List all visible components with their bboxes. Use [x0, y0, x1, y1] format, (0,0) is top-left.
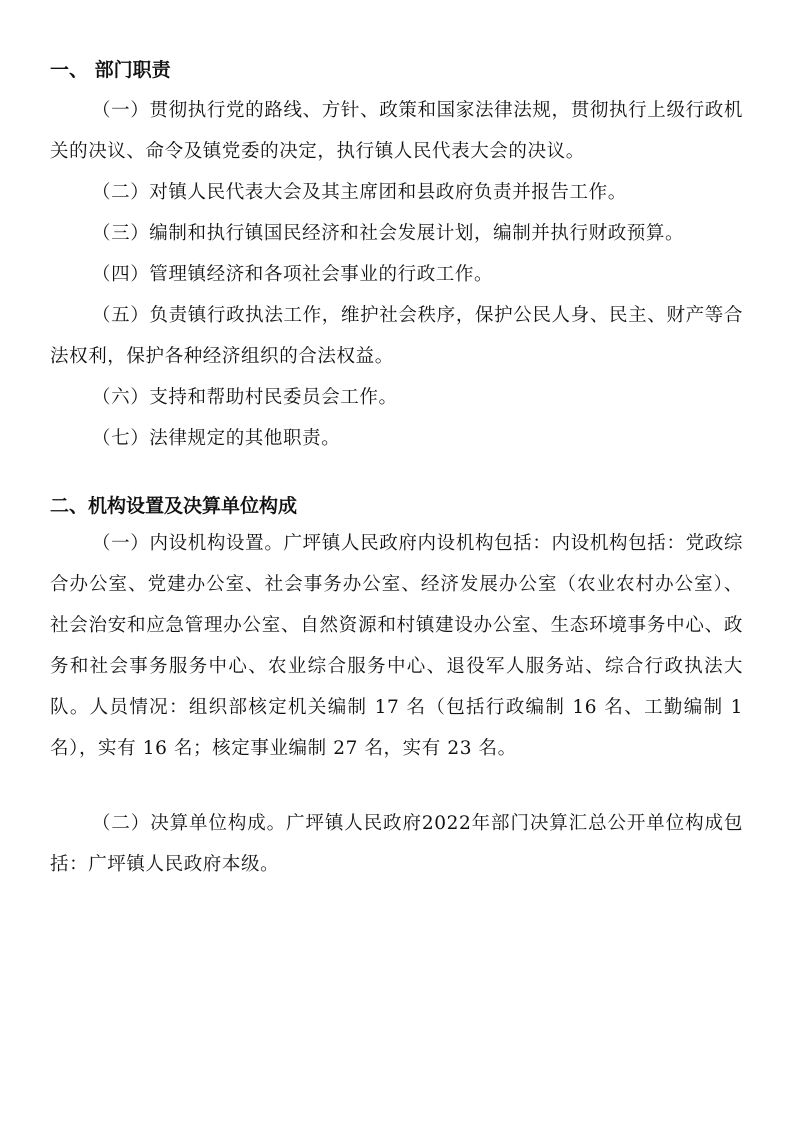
duty-paragraph-2: （二）对镇人民代表大会及其主席团和县政府负责并报告工作。	[92, 182, 627, 203]
duty-paragraph-7: （七）法律规定的其他职责。	[92, 428, 341, 449]
section-heading-organization: 二、机构设置及决算单位构成	[50, 495, 298, 517]
duty-paragraph-1: （一）贯彻执行党的路线、方针、政策和国家法律法规，贯彻执行上级行政机关的决议、命令及镇党委的决定，执行镇人民代表大会的决议。	[50, 100, 743, 162]
section-heading-department-duties: 一、 部门职责	[50, 59, 171, 81]
duty-paragraph-3: （三）编制和执行镇国民经济和社会发展计划，编制并执行财政预算。	[92, 223, 685, 244]
duty-paragraph-4: （四）管理镇经济和各项社会事业的行政工作。	[92, 264, 494, 285]
organization-paragraph-2: （二）决算单位构成。广坪镇人民政府2022年部门决算汇总公开单位构成包括：广坪镇人民政府本级。	[50, 813, 743, 875]
organization-paragraph-1: （一）内设机构设置。广坪镇人民政府内设机构包括：内设机构包括：党政综合办公室、党建办公室、社会事务办公室、经济发展办公室（农业农村办公室）、社会治安和应急管理办公室、自然资源和村镇建设办公室、生态环境事务中心、政务和社会事务服务中心、农业综合服务中心、退役军人服务站、综合行政执法大队。人员情况：组织部核定机关编制 17 名（包括行政编制 16 名、工勤编制 1 名），实有 16 名；核定事业编制 27 名，实有 23 名。	[50, 533, 743, 759]
duty-paragraph-6: （六）支持和帮助村民委员会工作。	[92, 387, 398, 408]
duty-paragraph-5: （五）负责镇行政执法工作，维护社会秩序，保护公民人身、民主、财产等合法权利，保护各种经济组织的合法权益。	[50, 305, 743, 367]
